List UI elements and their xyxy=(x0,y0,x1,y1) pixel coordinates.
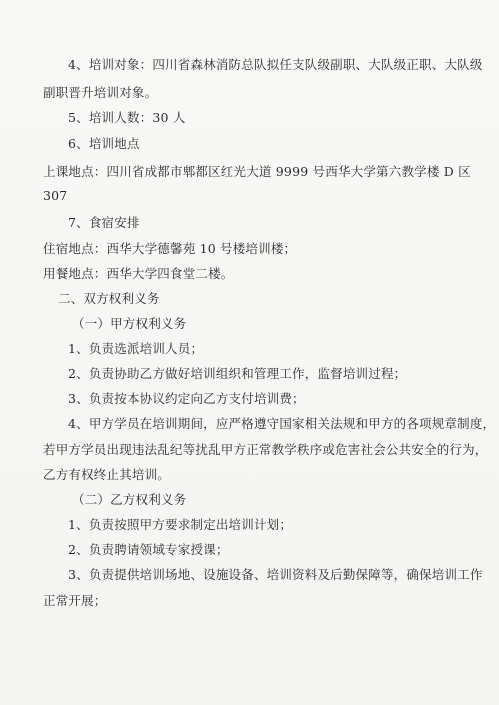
paragraph-lodging-location: 住宿地点：西华大学德馨苑 10 号楼培训楼； xyxy=(43,241,297,256)
paragraph-training-target: 4、培训对象：四川省森林消防总队拟任支队级副职、大队级正职、大队级 xyxy=(68,57,483,72)
paragraph-class-location: 上课地点：四川省成都市郫都区红光大道 9999 号西华大学第六教学楼 D 区 xyxy=(43,164,471,179)
section-heading-rights: 二、双方权利义务 xyxy=(58,291,160,306)
list-item-a-4-cont-1: 若甲方学员出现违法乱纪等扰乱甲方正常教学秩序或危害社会公共安全的行为， xyxy=(43,442,488,457)
list-item-a-3: 3、负责按本协议约定向乙方支付培训费； xyxy=(68,391,305,406)
paragraph-training-target-cont: 副职晋升培训对象。 xyxy=(43,85,158,100)
list-item-a-1: 1、负责选派培训人员； xyxy=(68,341,204,356)
list-item-a-2: 2、负责协助乙方做好培训组织和管理工作，监督培训过程； xyxy=(68,366,407,381)
paragraph-class-location-cont: 307 xyxy=(43,188,68,203)
list-item-b-3-cont: 正常开展； xyxy=(43,593,107,608)
list-item-b-3: 3、负责提供培训场地、设施设备、培训资料及后勤保障等，确保培训工作 xyxy=(68,567,483,582)
subsection-heading-party-a: （一）甲方权利义务 xyxy=(72,316,187,331)
list-item-b-1: 1、负责按照甲方要求制定出培训计划； xyxy=(68,517,293,532)
paragraph-training-location-heading: 6、培训地点 xyxy=(68,136,140,151)
paragraph-training-count: 5、培训人数：30 人 xyxy=(68,110,186,125)
list-item-a-4-cont-2: 乙方有权终止其培训。 xyxy=(43,467,171,482)
list-item-b-2: 2、负责聘请领域专家授课； xyxy=(68,542,229,557)
subsection-heading-party-b: （二）乙方权利义务 xyxy=(72,492,187,507)
paragraph-board-heading: 7、食宿安排 xyxy=(68,215,140,230)
list-item-a-4: 4、甲方学员在培训期间，应严格遵守国家相关法规和甲方的各项规章制度， xyxy=(68,416,496,431)
paragraph-dining-location: 用餐地点：西华大学四食堂二楼。 xyxy=(43,266,234,281)
